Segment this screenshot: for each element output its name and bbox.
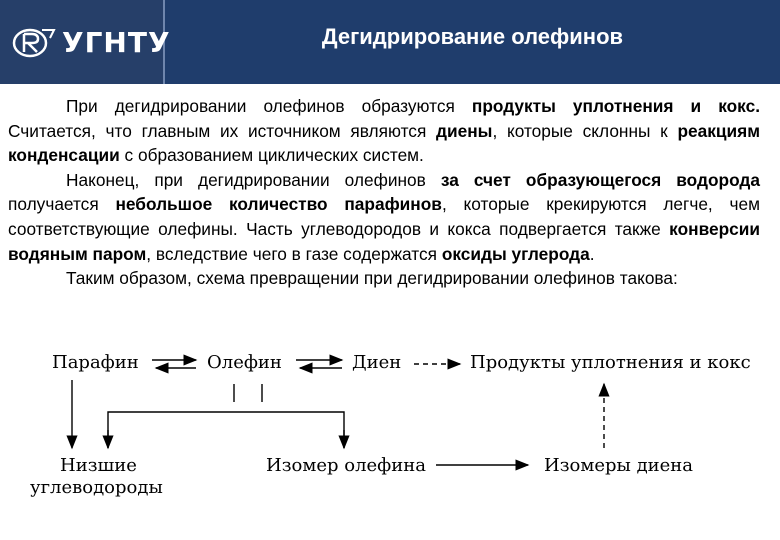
text-segment: с образованием циклических систем.	[119, 145, 424, 166]
bold-term: небольшое количество парафинов	[115, 194, 442, 215]
bold-term: за счет образующегося водорода	[440, 169, 760, 190]
slide-title: Дегидрирование олефинов	[321, 24, 624, 49]
logo	[0, 0, 171, 84]
olefin-label: Олефин	[207, 352, 282, 373]
products-label: Продукты уплотнения и кокс	[470, 352, 751, 373]
paragraph-2	[8, 168, 760, 266]
bold-term: конверсии водяным паром	[8, 218, 760, 264]
lower-hydrocarbons-label-2: углеводороды	[30, 477, 163, 498]
paraffin-label: Парафин	[52, 352, 139, 373]
paragraph-3	[8, 266, 760, 291]
bracket-line	[108, 412, 344, 448]
text-segment: , которые склонны к	[492, 120, 678, 141]
text-segment: , вследствие чего в газе содержатся	[146, 243, 442, 264]
bold-term: реакциям конденсации	[8, 120, 760, 166]
bold-term: продукты уплотнения и кокс.	[471, 96, 761, 116]
body-text	[8, 94, 760, 291]
bold-term: диены	[436, 120, 493, 141]
text-segment: При дегидрировании олефинов образуются	[66, 96, 472, 116]
slide-header	[0, 0, 780, 84]
text-segment: Таким образом, схема превращении при дегидрировании олефинов такова:	[66, 268, 678, 289]
olefin-isomer-label: Изомер олефина	[266, 455, 426, 476]
diene-isomers-label: Изомеры диена	[544, 455, 694, 476]
text-segment: получается	[8, 194, 116, 215]
university-emblem-icon	[10, 26, 56, 60]
equilibrium-arrow-paraffin-olefin	[152, 360, 196, 368]
paragraph-1	[8, 94, 760, 168]
bold-term: оксиды углерода	[441, 243, 590, 264]
conversion-scheme	[0, 340, 780, 540]
diene-label: Диен	[352, 352, 402, 373]
text-segment: , которые крекируются легче, чем соответствующие олефины. Часть углеводородов и кокса подвергается также	[8, 194, 760, 239]
text-segment: Наконец, при дегидрировании олефинов	[66, 169, 441, 190]
text-segment: .	[589, 243, 595, 264]
text-segment: Считается, что главным их источником являются	[8, 120, 437, 141]
lower-hydrocarbons-label-1: Низшие	[60, 455, 137, 476]
logo-text: УГНТУ	[62, 26, 171, 59]
equilibrium-arrow-olefin-diene	[296, 360, 342, 368]
